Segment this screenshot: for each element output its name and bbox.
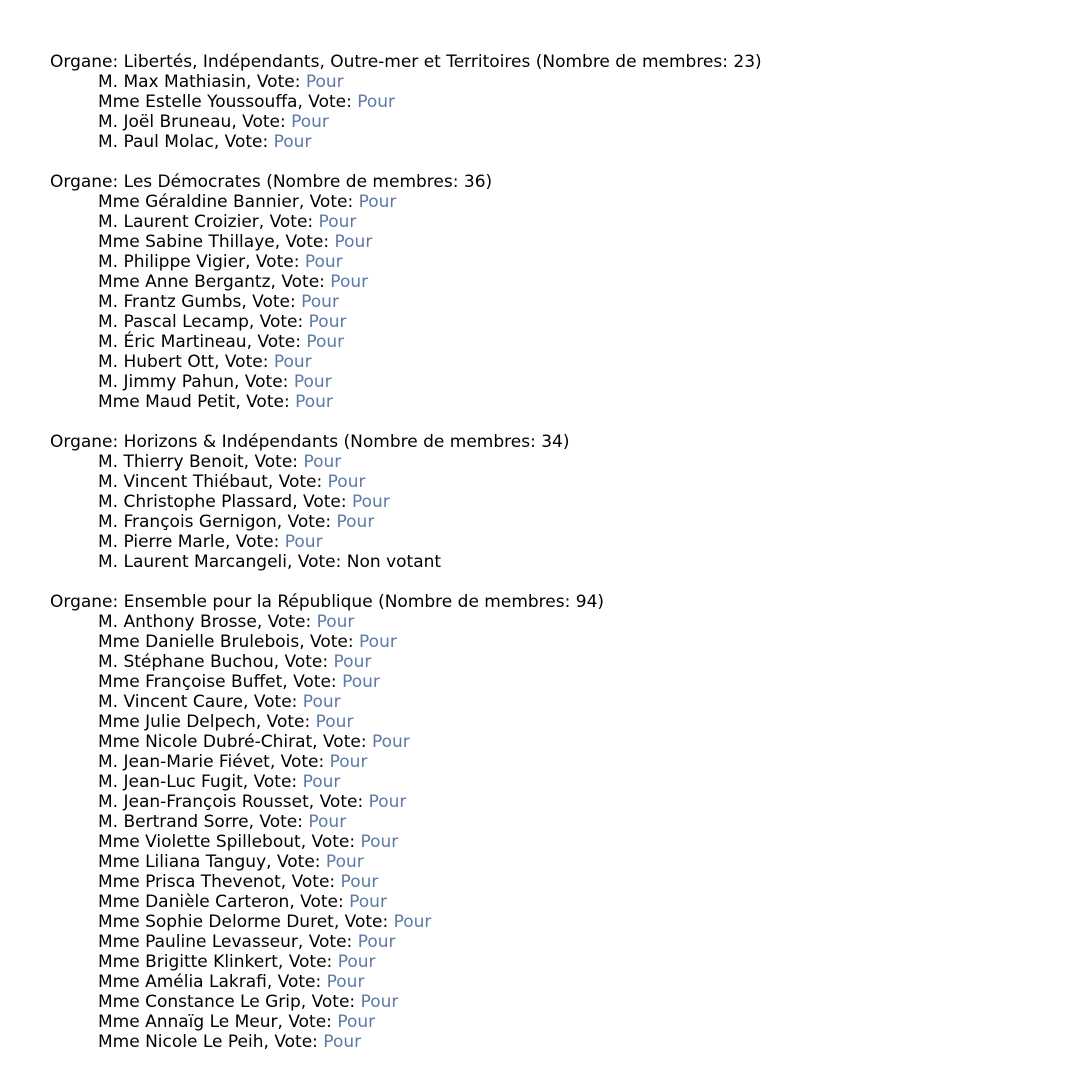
vote-label: , Vote: [297,92,358,112]
organe-name: Les Démocrates [123,172,261,192]
organe-label: Organe: [50,432,124,452]
vote-value: Pour [360,832,399,852]
vote-label: , Vote: [263,1032,324,1052]
vote-value: Pour [357,932,396,952]
member-row [50,272,1060,292]
vote-label: , Vote: [241,292,302,312]
member-row [50,292,1060,312]
member-name: Mme Brigitte Klinkert [98,952,278,972]
member-count-close: ) [485,172,493,192]
vote-label: , Vote: [243,452,304,472]
member-name: Mme Sophie Delorme Duret [98,912,334,932]
member-name: Mme Prisca Thevenot [98,872,281,892]
vote-label: , Vote: [312,732,372,752]
vote-label: , Vote: [258,212,319,232]
member-row [50,952,1060,972]
member-name: Mme Amélia Lakrafi [98,972,267,992]
vote-value: Pour [316,612,355,632]
member-name: M. Philippe Vigier [98,252,246,272]
member-row [50,652,1060,672]
member-row [50,1032,1060,1052]
member-name: M. Bertrand Sorre [98,812,249,832]
member-row [50,692,1060,712]
member-count-label: (Nombre de membres: [530,52,734,72]
vote-label: , Vote: [246,72,306,92]
member-row [50,192,1060,212]
vote-label: , Vote: [269,752,330,772]
organe-group [50,172,1060,412]
vote-label: , Vote: [231,112,292,132]
vote-label: , Vote: [248,312,309,332]
vote-label: , Vote: [266,972,327,992]
member-row [50,372,1060,392]
vote-label: , Vote: [213,132,274,152]
organe-name: Horizons & Indépendants [123,432,339,452]
member-row [50,852,1060,872]
member-name: Mme Maud Petit [98,392,236,412]
member-name: M. Jean-Marie Fiévet [98,752,270,772]
member-row [50,712,1060,732]
organe-header [50,52,1060,72]
vote-label: , Vote: [292,492,352,512]
member-name: M. Pascal Lecamp [98,312,249,332]
member-row [50,792,1060,812]
member-row [50,512,1060,532]
vote-value: Pour [273,352,312,372]
member-name: Mme Françoise Buffet [98,672,283,692]
member-count: 23 [733,52,756,72]
vote-value: Pour [334,232,373,252]
member-count-label: (Nombre de membres: [260,172,464,192]
organe-label: Organe: [50,172,124,192]
vote-value: Pour [315,712,354,732]
vote-label: , Vote: [280,872,341,892]
vote-label: , Vote: [234,372,294,392]
member-name: M. Jean-François Rousset [98,792,309,812]
organe-group [50,432,1060,572]
member-name: Mme Pauline Levasseur [98,932,298,952]
member-name: M. Vincent Caure [98,692,244,712]
member-name: M. Pierre Marle [98,532,225,552]
member-name: M. Éric Martineau [98,332,247,352]
member-name: Mme Annaïg Le Meur [98,1012,278,1032]
organe-header [50,432,1060,452]
member-row [50,892,1060,912]
member-count-close: ) [597,592,605,612]
member-row [50,92,1060,112]
vote-label: , Vote: [243,692,303,712]
member-row [50,672,1060,692]
vote-value: Pour [357,92,396,112]
member-row [50,552,1060,572]
member-row [50,492,1060,512]
member-row [50,992,1060,1012]
vote-value: Pour [284,532,323,552]
member-row [50,772,1060,792]
vote-value: Pour [295,392,333,412]
member-row [50,812,1060,832]
vote-value: Pour [342,672,380,692]
member-row [50,872,1060,892]
vote-value: Pour [304,252,343,272]
member-row [50,212,1060,232]
vote-value: Pour [302,772,341,792]
vote-value: Pour [291,112,329,132]
vote-value: Pour [360,992,399,1012]
vote-label: , Vote: [273,652,334,672]
vote-label: , Vote: [266,852,326,872]
member-name: M. Jean-Luc Fugit [98,772,243,792]
vote-label: , Vote: [235,392,296,412]
vote-value: Pour [393,912,432,932]
member-row [50,112,1060,132]
vote-value: Pour [336,512,375,532]
vote-value: Pour [323,1032,362,1052]
vote-value: Non votant [346,552,442,572]
vote-label: , Vote: [245,252,305,272]
member-row [50,392,1060,412]
vote-value: Pour [293,372,332,392]
member-row [50,752,1060,772]
member-count: 36 [463,172,486,192]
organe-header [50,172,1060,192]
vote-value: Pour [351,492,390,512]
vote-value: Pour [349,892,387,912]
vote-label: , Vote: [270,272,331,292]
member-name: Mme Liliana Tanguy [98,852,267,872]
member-row [50,132,1060,152]
vote-label: , Vote: [287,552,347,572]
member-count-close: ) [755,52,762,72]
vote-label: , Vote: [246,332,307,352]
vote-label: , Vote: [255,712,316,732]
vote-value: Pour [308,812,347,832]
vote-label: , Vote: [300,832,361,852]
member-name: M. Hubert Ott [98,352,215,372]
member-name: M. Paul Molac [98,132,214,152]
vote-value: Pour [327,472,366,492]
member-name: Mme Constance Le Grip [98,992,301,1012]
vote-label: , Vote: [267,472,328,492]
vote-value: Pour [303,452,342,472]
member-name: Mme Anne Bergantz [98,272,271,292]
vote-value: Pour [337,952,376,972]
member-count-label: (Nombre de membres: [372,592,576,612]
member-name: M. Laurent Marcangeli [98,552,287,572]
member-row [50,912,1060,932]
vote-value: Pour [325,852,364,872]
vote-label: , Vote: [277,952,338,972]
member-count-label: (Nombre de membres: [338,432,542,452]
vote-label: , Vote: [298,192,359,212]
vote-value: Pour [340,872,379,892]
vote-value: Pour [371,732,410,752]
organe-group [50,52,1060,152]
member-row [50,332,1060,352]
member-row [50,72,1060,92]
organe-label: Organe: [50,52,124,72]
member-name: M. Thierry Benoit [98,452,244,472]
organe-name: Ensemble pour la République [123,592,373,612]
member-row [50,352,1060,372]
vote-label: , Vote: [300,992,361,1012]
vote-value: Pour [273,132,312,152]
vote-value: Pour [305,72,344,92]
member-name: M. Laurent Croizier [98,212,259,232]
vote-label: , Vote: [214,352,274,372]
vote-list-document [50,52,1060,1072]
vote-label: , Vote: [242,772,303,792]
member-name: M. Vincent Thiébaut [98,472,268,492]
member-row [50,612,1060,632]
member-name: M. François Gernigon [98,512,277,532]
member-name: Mme Danièle Carteron [98,892,290,912]
vote-value: Pour [359,632,397,652]
member-name: M. Anthony Brosse [98,612,257,632]
vote-value: Pour [329,752,368,772]
member-name: M. Jimmy Pahun [98,372,235,392]
member-name: Mme Géraldine Bannier [98,192,299,212]
member-name: Mme Sabine Thillaye [98,232,275,252]
member-name: Mme Nicole Dubré-Chirat [98,732,313,752]
vote-value: Pour [302,692,341,712]
vote-value: Pour [333,652,372,672]
vote-label: , Vote: [277,1012,338,1032]
organe-group [50,592,1060,1052]
member-name: Mme Julie Delpech [98,712,256,732]
member-row [50,632,1060,652]
member-row [50,472,1060,492]
member-row [50,452,1060,472]
member-name: Mme Estelle Youssouffa [98,92,298,112]
vote-label: , Vote: [289,892,350,912]
vote-value: Pour [368,792,407,812]
organe-label: Organe: [50,592,124,612]
vote-value: Pour [306,332,345,352]
member-row [50,972,1060,992]
vote-value: Pour [308,312,347,332]
member-name: Mme Violette Spillebout [98,832,301,852]
member-row [50,732,1060,752]
member-name: M. Max Mathiasin [98,72,247,92]
member-name: Mme Nicole Le Peih [98,1032,264,1052]
organe-header [50,592,1060,612]
member-count: 94 [575,592,598,612]
vote-label: , Vote: [299,632,360,652]
organe-name: Libertés, Indépendants, Outre-mer et Territoires [123,52,531,72]
vote-value: Pour [301,292,339,312]
member-name: Mme Danielle Brulebois [98,632,300,652]
member-row [50,1012,1060,1032]
vote-label: , Vote: [297,932,358,952]
vote-label: , Vote: [248,812,309,832]
vote-label: , Vote: [274,232,335,252]
member-name: M. Joël Bruneau [98,112,232,132]
vote-value: Pour [358,192,397,212]
vote-label: , Vote: [276,512,337,532]
vote-value: Pour [330,272,369,292]
member-row [50,832,1060,852]
member-count: 34 [541,432,563,452]
vote-label: , Vote: [256,612,317,632]
member-count-close: ) [562,432,570,452]
member-row [50,532,1060,552]
vote-value: Pour [326,972,365,992]
member-row [50,932,1060,952]
vote-label: , Vote: [282,672,343,692]
member-row [50,252,1060,272]
vote-value: Pour [318,212,357,232]
member-name: M. Stéphane Buchou [98,652,274,672]
member-name: M. Christophe Plassard [98,492,293,512]
vote-value: Pour [337,1012,376,1032]
member-row [50,312,1060,332]
vote-label: , Vote: [224,532,285,552]
member-row [50,232,1060,252]
member-name: M. Frantz Gumbs [98,292,242,312]
vote-label: , Vote: [308,792,369,812]
vote-label: , Vote: [333,912,394,932]
